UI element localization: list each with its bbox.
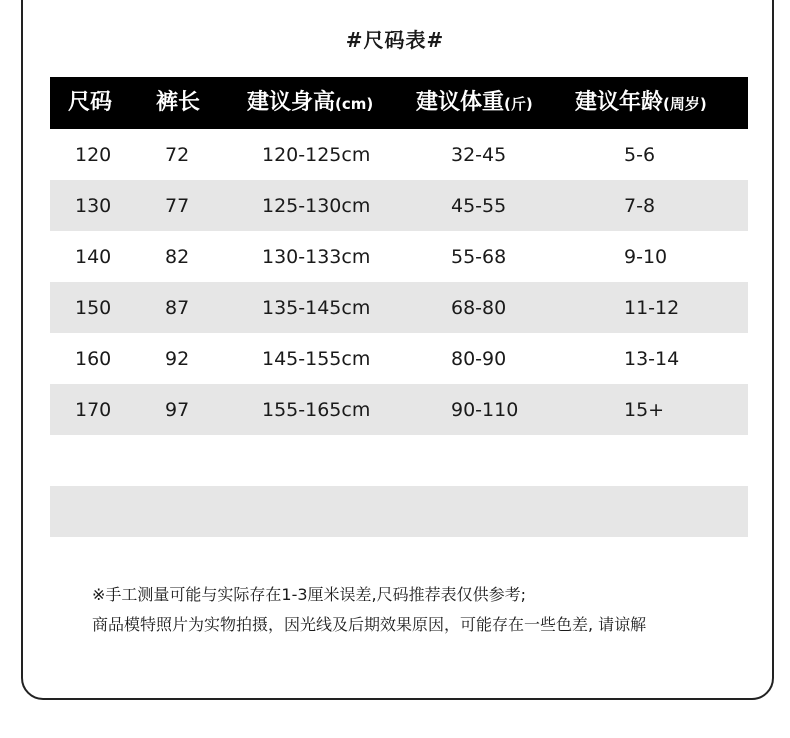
cell-size: 140 [75, 246, 112, 268]
notes [92, 580, 752, 640]
table-row [50, 129, 748, 180]
table-row [50, 180, 748, 231]
cell-age: 9-10 [624, 246, 668, 268]
header-weight: 建议体重(斤) [416, 90, 533, 115]
table-row [50, 282, 748, 333]
cell-height: 130-133cm [262, 246, 371, 268]
cell-length: 72 [165, 144, 190, 166]
cell-height: 125-130cm [262, 195, 371, 217]
table-row [50, 384, 748, 435]
cell-length: 97 [165, 399, 190, 421]
table-row [50, 333, 748, 384]
cell-length: 82 [165, 246, 190, 268]
cell-size: 120 [75, 144, 112, 166]
cell-height: 120-125cm [262, 144, 371, 166]
cell-size: 150 [75, 297, 112, 319]
header-height: 建议身高(cm) [247, 90, 374, 115]
page-title: #尺码表# [345, 28, 445, 52]
note-measurement: ※手工测量可能与实际存在1-3厘米误差,尺码推荐表仅供参考; [92, 585, 527, 604]
table-row-empty [50, 435, 748, 486]
cell-size: 170 [75, 399, 112, 421]
cell-age: 5-6 [624, 144, 656, 166]
size-table [50, 77, 748, 537]
cell-weight: 68-80 [451, 297, 507, 319]
cell-age: 7-8 [624, 195, 656, 217]
cell-weight: 80-90 [451, 348, 507, 370]
cell-length: 87 [165, 297, 190, 319]
cell-age: 13-14 [624, 348, 680, 370]
note-color: 商品模特照片为实物拍摄，因光线及后期效果原因，可能存在一些色差, 请谅解 [92, 615, 647, 634]
cell-height: 135-145cm [262, 297, 371, 319]
header-size: 尺码 [68, 90, 113, 115]
table-header [50, 77, 748, 129]
cell-size: 130 [75, 195, 112, 217]
cell-weight: 90-110 [451, 399, 519, 421]
cell-weight: 55-68 [451, 246, 507, 268]
cell-age: 15+ [624, 399, 665, 421]
cell-weight: 32-45 [451, 144, 507, 166]
table-row [50, 231, 748, 282]
header-age: 建议年龄(周岁) [575, 90, 707, 115]
table-row-empty [50, 486, 748, 537]
cell-height: 145-155cm [262, 348, 371, 370]
cell-weight: 45-55 [451, 195, 507, 217]
cell-size: 160 [75, 348, 112, 370]
cell-height: 155-165cm [262, 399, 371, 421]
header-length: 裤长 [156, 90, 201, 115]
cell-length: 77 [165, 195, 190, 217]
cell-length: 92 [165, 348, 190, 370]
cell-age: 11-12 [624, 297, 680, 319]
